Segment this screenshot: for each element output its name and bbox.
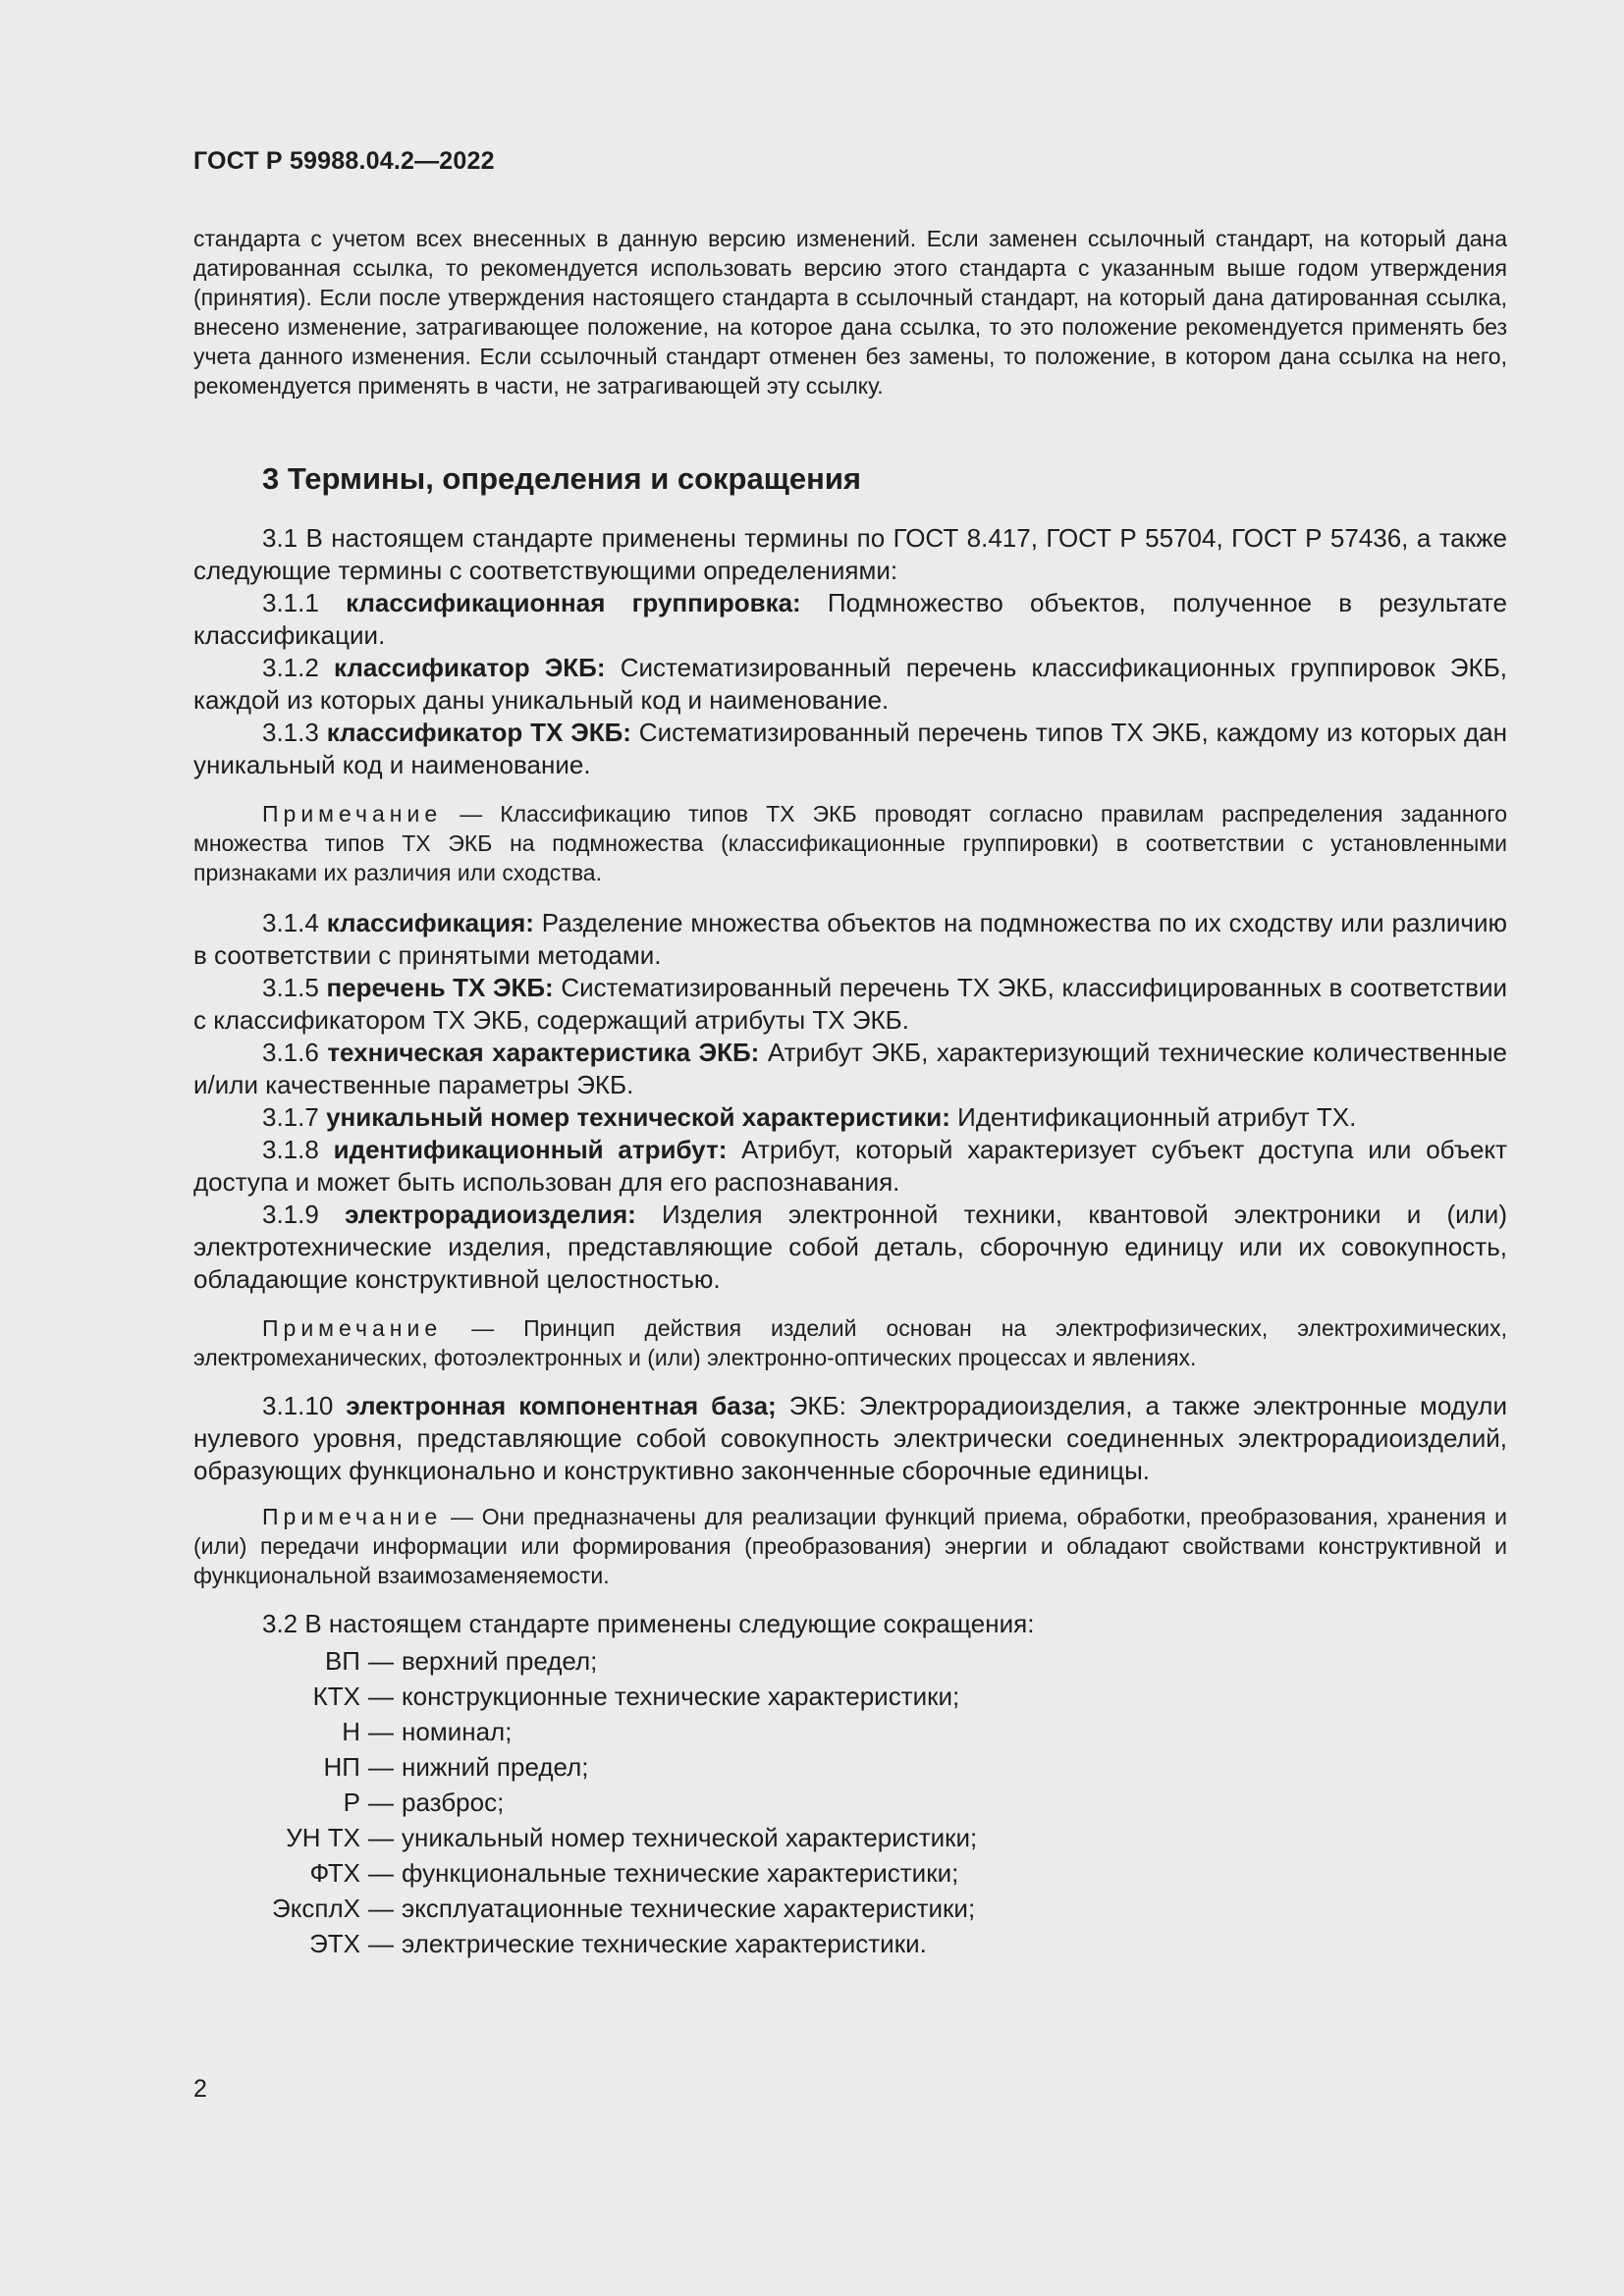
term-number: 3.1.4 [262,908,327,937]
abbreviation-code: КТХ [312,1682,360,1711]
term-definition: Атрибут, который характеризует субъект доступа или объект доступа и может быть использован для его распознавания. [193,1135,1507,1197]
terms-block-3 [193,1390,1507,1487]
term-name: техническая характеристика ЭКБ: [327,1038,760,1067]
abbreviation-code: Р [343,1788,360,1817]
term-3-1-3 [193,717,1507,781]
term-name: идентификационный атрибут: [333,1135,728,1164]
abbreviation-code: Н [342,1717,360,1746]
abbreviation-code: УН ТХ [286,1823,360,1852]
term-3-1-5 [193,972,1507,1037]
section-title: 3 Термины, определения и сокращения [262,461,861,496]
abbreviation-text: верхний предел; [402,1646,598,1676]
abbreviation-dash: — [368,1823,394,1852]
abbreviation-dash: — [368,1682,394,1711]
clause-3-2: 3.2 В настоящем стандарте применены следующие сокращения: [262,1609,1035,1638]
note-text: — Классификацию типов ТХ ЭКБ проводят согласно правилам распределения заданного множества типов ТХ ЭКБ на подмножества (классификационные группировки) в соответствии с установленными признаками их различия или сходства. [193,801,1507,885]
term-3-1-10 [193,1390,1507,1487]
abbreviation-text: электрические технические характеристики. [402,1929,927,1958]
term-definition: Систематизированный перечень классификационных группировок ЭКБ, каждой из которых даны уникальный код и наименование. [193,653,1507,715]
abbreviation-row [193,1891,1507,1926]
note-label: Примечание [262,801,443,827]
abbreviation-code: ЭксплХ [272,1894,360,1923]
term-name: классификация: [326,908,534,937]
term-number: 3.1.6 [262,1038,328,1067]
abbreviation-code: НП [323,1752,360,1782]
abbreviation-code: ЭТХ [309,1929,360,1958]
term-definition: ЭКБ: Электрорадиоизделия, а также электронные модули нулевого уровня, представляющие собой совокупность электрически соединенных электрорадиоизделий, образующих функционально и конструктивно законченные сборочные единицы. [193,1391,1507,1485]
term-number: 3.1.8 [262,1135,334,1164]
clause-3-2-block [193,1608,1507,1640]
term-number: 3.1.7 [262,1102,327,1132]
abbreviation-text: конструкционные технические характеристики; [402,1682,960,1711]
intro-paragraph: стандарта с учетом всех внесенных в данную версию изменений. Если заменен ссылочный стандарт, на который дана датированная ссылка, то рекомендуется использовать версию этого стандарта с указанным выше годом утверждения (принятия). Если после утверждения настоящего стандарта в ссылочный стандарт, на который дана датированная ссылка, внесено изменение, затрагивающее положение, на которое дана ссылка, то это положение рекомендуется применять без учета данного изменения. Если ссылочный стандарт отменен без замены, то положение, в котором дана ссылка на него, рекомендуется применять в части, не затрагивающей эту ссылку. [193,226,1507,399]
term-3-1-8 [193,1134,1507,1199]
note-block-1 [193,799,1507,887]
term-3-1-2 [193,652,1507,717]
term-3-1-1 [193,587,1507,652]
note-label: Примечание [262,1315,443,1341]
abbreviation-code: ВП [324,1646,360,1676]
abbreviation-row [193,1820,1507,1855]
note-text: — Принцип действия изделий основан на электрофизических, электрохимических, электромеханических, фотоэлектронных и (или) электронно-оптических процессах и явлениях. [193,1315,1507,1370]
term-definition: Подмножество объектов, полученное в результате классификации. [193,588,1507,650]
term-definition: Разделение множества объектов на подмножества по их сходству или различию в соответствии с принятыми методами. [193,908,1508,970]
abbreviation-dash: — [368,1788,394,1817]
term-number: 3.1.1 [262,588,347,617]
term-number: 3.1.5 [262,973,327,1002]
note-label: Примечание [262,1504,443,1529]
abbreviation-dash: — [368,1894,394,1923]
abbreviation-text: нижний предел; [402,1752,589,1782]
terms-block-1 [193,522,1507,781]
abbreviation-row [193,1855,1507,1891]
term-name: классификатор ТХ ЭКБ: [326,718,631,747]
abbreviation-dash: — [368,1752,394,1782]
term-3-1-9 [193,1199,1507,1296]
term-number: 3.1.3 [262,718,327,747]
abbreviation-row [193,1785,1507,1820]
abbreviation-row [193,1926,1507,1961]
note-block-3 [193,1502,1507,1590]
term-definition: Систематизированный перечень типов ТХ ЭКБ, каждому из которых дан уникальный код и наименование. [193,718,1507,779]
abbreviation-dash: — [368,1717,394,1746]
term-3-1-4 [193,907,1507,972]
note-block-2 [193,1313,1507,1372]
term-name: классификационная группировка: [346,588,801,617]
terms-block-2 [193,907,1507,1296]
term-number: 3.1.9 [262,1200,346,1229]
abbreviation-dash: — [368,1858,394,1888]
term-name: электрорадиоизделия: [345,1200,636,1229]
document-header: ГОСТ Р 59988.04.2—2022 [193,147,495,175]
abbreviation-row [193,1749,1507,1785]
abbreviation-text: эксплуатационные технические характеристики; [402,1894,976,1923]
term-definition: Идентификационный атрибут ТХ. [949,1102,1357,1132]
term-name: электронная компонентная база; [346,1391,777,1420]
term-name: перечень ТХ ЭКБ: [326,973,554,1002]
term-number: 3.1.2 [262,653,335,682]
page-number: 2 [193,2075,207,2103]
term-definition: Изделия электронной техники, квантовой электроники и (или) электротехнические изделия, представляющие собой деталь, сборочную единицу или их совокупность, обладающие конструктивной целостностью. [193,1200,1507,1294]
abbreviation-code: ФТХ [309,1858,360,1888]
abbreviation-dash: — [368,1929,394,1958]
abbreviation-dash: — [368,1646,394,1676]
abbreviation-text: номинал; [402,1717,513,1746]
term-definition: Атрибут ЭКБ, характеризующий технические количественные и/или качественные параметры ЭКБ. [193,1038,1507,1099]
term-name: уникальный номер технической характеристики: [326,1102,950,1132]
term-definition: Систематизированный перечень ТХ ЭКБ, классифицированных в соответствии с классификатором ТХ ЭКБ, содержащий атрибуты ТХ ЭКБ. [193,973,1508,1035]
term-3-1-7 [193,1101,1507,1134]
term-3-1-6 [193,1037,1507,1101]
abbreviation-row [193,1679,1507,1714]
note-text: — Они предназначены для реализации функций приема, обработки, преобразования, хранения и (или) передачи информации или формирования (преобразования) энергии и обладают свойствами конструктивной и функциональной взаимозаменяемости. [193,1504,1507,1588]
abbreviations-list [193,1643,1507,1961]
term-name: классификатор ЭКБ: [334,653,606,682]
term-number: 3.1.10 [262,1391,347,1420]
abbreviation-text: функциональные технические характеристики; [402,1858,959,1888]
note-2 [193,1313,1507,1372]
abbreviation-row [193,1714,1507,1749]
abbreviation-row [193,1643,1507,1679]
clause-3-1: 3.1 В настоящем стандарте применены термины по ГОСТ 8.417, ГОСТ Р 55704, ГОСТ Р 57436, а также следующие термины с соответствующими определениями: [193,523,1507,585]
note-1 [193,799,1507,887]
abbreviation-text: уникальный номер технической характеристики; [402,1823,978,1852]
note-3 [193,1502,1507,1590]
abbreviation-text: разброс; [402,1788,505,1817]
